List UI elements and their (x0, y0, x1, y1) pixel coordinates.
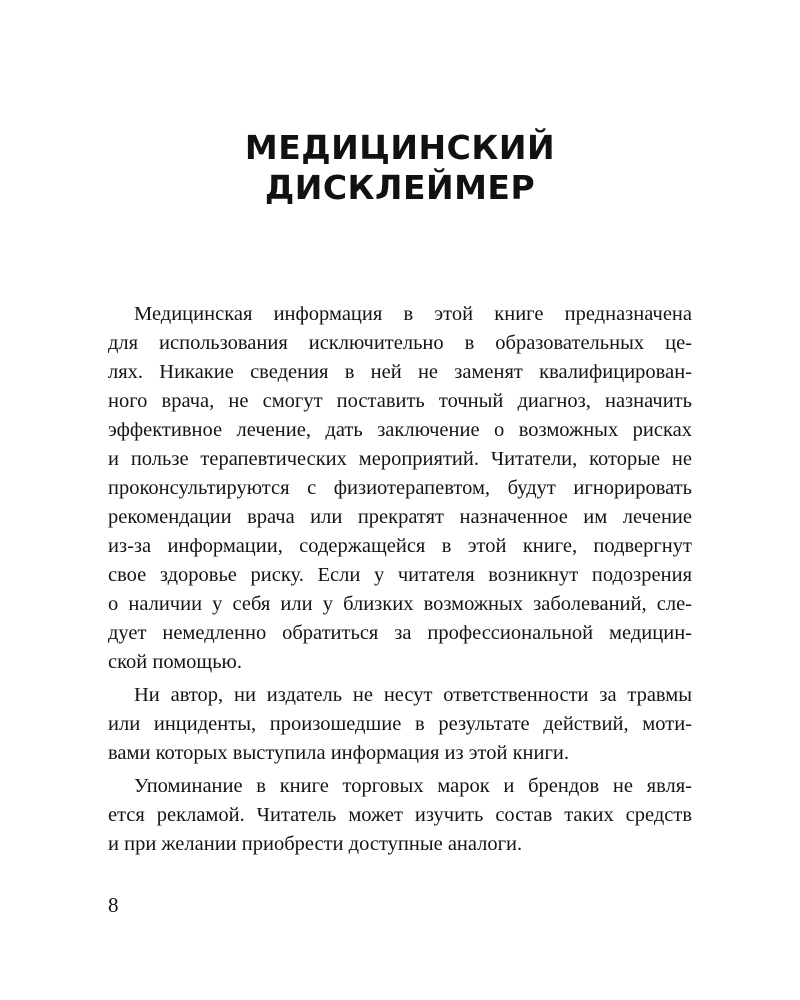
text-line: ного врача, не смогут поставить точный диагноз, назначить (108, 390, 692, 412)
text-line: рекомендации врача или прекратят назначенное им лечение (108, 506, 692, 528)
paragraph-3 (108, 772, 692, 859)
page-number: 8 (108, 893, 119, 917)
text-line: для использования исключительно в образовательных це- (108, 332, 692, 354)
text-line: ской помощью. (108, 651, 242, 673)
text-line: и при желании приобрести доступные аналоги. (108, 833, 523, 855)
page-title (0, 128, 800, 208)
text-line: о наличии у себя или у близких возможных заболеваний, сле- (108, 593, 692, 615)
text-line: Медицинская информация в этой книге предназначена (134, 303, 692, 325)
text-line: или инциденты, произошедшие в результате действий, моти- (108, 713, 692, 735)
text-line: проконсультируются с физиотерапевтом, будут игнорировать (108, 477, 692, 499)
title-line-1: МЕДИЦИНСКИЙ (244, 128, 556, 167)
paragraph-2 (108, 681, 692, 768)
text-line: и пользе терапевтических мероприятий. Читатели, которые не (108, 448, 692, 470)
text-line: Упоминание в книге торговых марок и брендов не явля- (134, 775, 692, 797)
text-line: свое здоровье риску. Если у читателя возникнут подозрения (108, 564, 692, 586)
title-line-2: ДИСКЛЕЙМЕР (264, 168, 536, 207)
text-line: Ни автор, ни издатель не несут ответственности за травмы (134, 684, 692, 706)
text-line: ется рекламой. Читатель может изучить состав таких средств (108, 804, 692, 826)
text-line: вами которых выступила информация из этой книги. (108, 742, 569, 764)
text-line: лях. Никакие сведения в ней не заменят квалифицирован- (108, 361, 692, 383)
paragraph-1 (108, 300, 692, 677)
disclaimer-body (108, 300, 692, 863)
text-line: эффективное лечение, дать заключение о возможных рисках (108, 419, 692, 441)
text-line: из-за информации, содержащейся в этой книге, подвергнут (108, 535, 692, 557)
text-line: дует немедленно обратиться за профессиональной медицин- (108, 622, 692, 644)
